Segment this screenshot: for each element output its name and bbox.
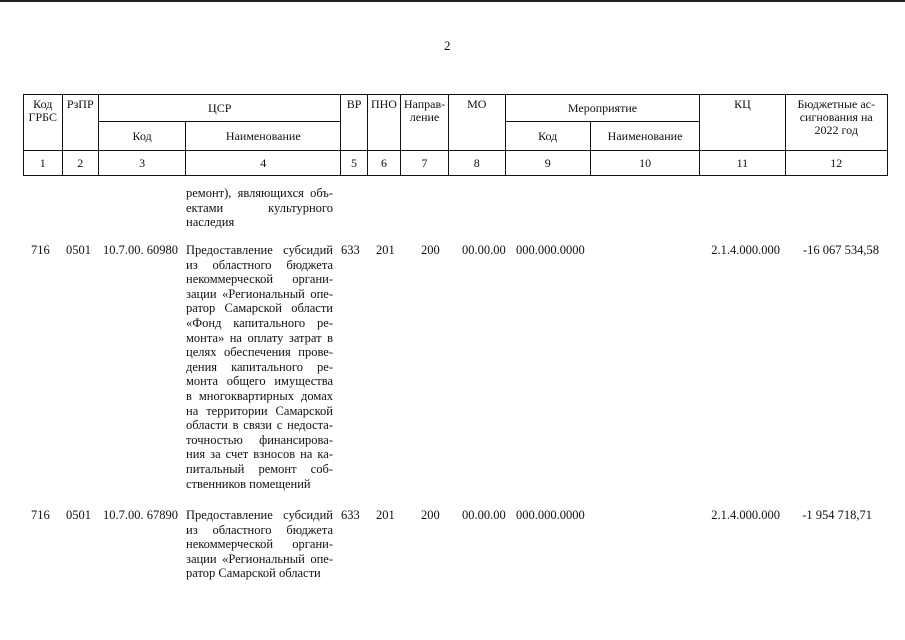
col-number: 12: [785, 151, 888, 176]
name-line: монта общего имущества: [186, 374, 333, 389]
name-line: Предоставление субсидий: [186, 243, 333, 257]
cell-kc: 2.1.4.000.000: [711, 243, 780, 257]
col-header-kod-grbs: Код ГРБС: [24, 95, 63, 151]
name-line: Предоставление субсидий: [186, 508, 333, 522]
col-header-csr-name: Наименование: [186, 122, 341, 151]
col-header-csr-kod: Код: [99, 122, 186, 151]
name-line: «Фонд капитального ре-: [186, 315, 333, 330]
name-line: из областного бюджета: [186, 522, 333, 537]
name-line: монта» на оплату затрат в: [186, 330, 333, 345]
cell-mo: 00.00.00: [462, 508, 506, 522]
cell-kc: 2.1.4.000.000: [711, 508, 780, 522]
cell-napravlenie: 200: [421, 243, 440, 257]
col-number: 3: [99, 151, 186, 176]
col-header-merop-kod: Код: [505, 122, 590, 151]
name-line: ремонт), являющихся объ-: [186, 186, 333, 200]
col-header-napravlenie: Направ-ление: [401, 95, 449, 151]
cell-grbs: 716: [31, 508, 50, 522]
cell-pno: 201: [376, 508, 395, 522]
col-header-budget: Бюджетные ас-сигнования на 2022 год: [785, 95, 888, 151]
cell-mo: 00.00.00: [462, 243, 506, 257]
continuation-text: [186, 186, 333, 230]
col-header-csr: ЦСР: [99, 95, 341, 122]
name-line: ратор Самарской области: [186, 301, 333, 316]
cell-amount: -1 954 718,71: [802, 508, 872, 522]
cell-vr: 633: [341, 243, 360, 257]
top-rule: [0, 0, 905, 2]
cell-name: [186, 508, 333, 581]
cell-grbs: 716: [31, 243, 50, 257]
col-number: 9: [505, 151, 590, 176]
col-number: 10: [590, 151, 700, 176]
name-line: ния за счет взносов на ка-: [186, 447, 333, 462]
cell-pno: 201: [376, 243, 395, 257]
page-number: 2: [444, 38, 451, 53]
col-number: 4: [186, 151, 341, 176]
name-line: наследия: [186, 215, 235, 230]
name-line: питальный ремонт соб-: [186, 461, 333, 476]
col-number: 2: [62, 151, 99, 176]
col-header-merop-name: Наименование: [590, 122, 700, 151]
name-line: дения капитального ре-: [186, 359, 333, 374]
name-line: в многоквартирных домах: [186, 388, 333, 403]
col-number: 5: [341, 151, 367, 176]
cell-rzpr: 0501: [66, 243, 91, 257]
name-line: зации «Региональный опе-: [186, 551, 333, 566]
cell-csr: 10.7.00. 67890: [103, 508, 178, 522]
cell-napravlenie: 200: [421, 508, 440, 522]
name-line: зации «Региональный опе-: [186, 286, 333, 301]
name-line: ектами культурного: [186, 200, 333, 215]
cell-merop-kod: 000.000.0000: [516, 243, 585, 257]
cell-rzpr: 0501: [66, 508, 91, 522]
cell-name: [186, 243, 333, 491]
cell-amount: -16 067 534,58: [802, 243, 879, 257]
col-header-mo: МО: [448, 95, 505, 151]
cell-vr: 633: [341, 508, 360, 522]
name-line: ственников помещений: [186, 476, 311, 491]
col-number: 6: [367, 151, 400, 176]
col-number: 7: [401, 151, 449, 176]
col-header-vr: ВР: [341, 95, 367, 151]
name-line: из областного бюджета: [186, 257, 333, 272]
col-number: 11: [700, 151, 785, 176]
col-header-kc: КЦ: [700, 95, 785, 151]
name-line: на территории Самарской: [186, 403, 333, 418]
name-line: ратор Самарской области: [186, 566, 321, 581]
col-number: 1: [24, 151, 63, 176]
name-line: некоммерческой органи-: [186, 272, 333, 287]
col-header-rzpr: РзПР: [62, 95, 99, 151]
name-line: целях обеспечения прове-: [186, 345, 333, 360]
col-header-pno: ПНО: [367, 95, 400, 151]
name-line: области в связи с недоста-: [186, 418, 333, 433]
cell-csr: 10.7.00. 60980: [103, 243, 178, 257]
col-number: 8: [448, 151, 505, 176]
cell-merop-kod: 000.000.0000: [516, 508, 585, 522]
name-line: точностью финансирова-: [186, 432, 333, 447]
name-line: некоммерческой органи-: [186, 537, 333, 552]
budget-table-header: [23, 94, 888, 176]
col-header-meropriyatie: Мероприятие: [505, 95, 700, 122]
